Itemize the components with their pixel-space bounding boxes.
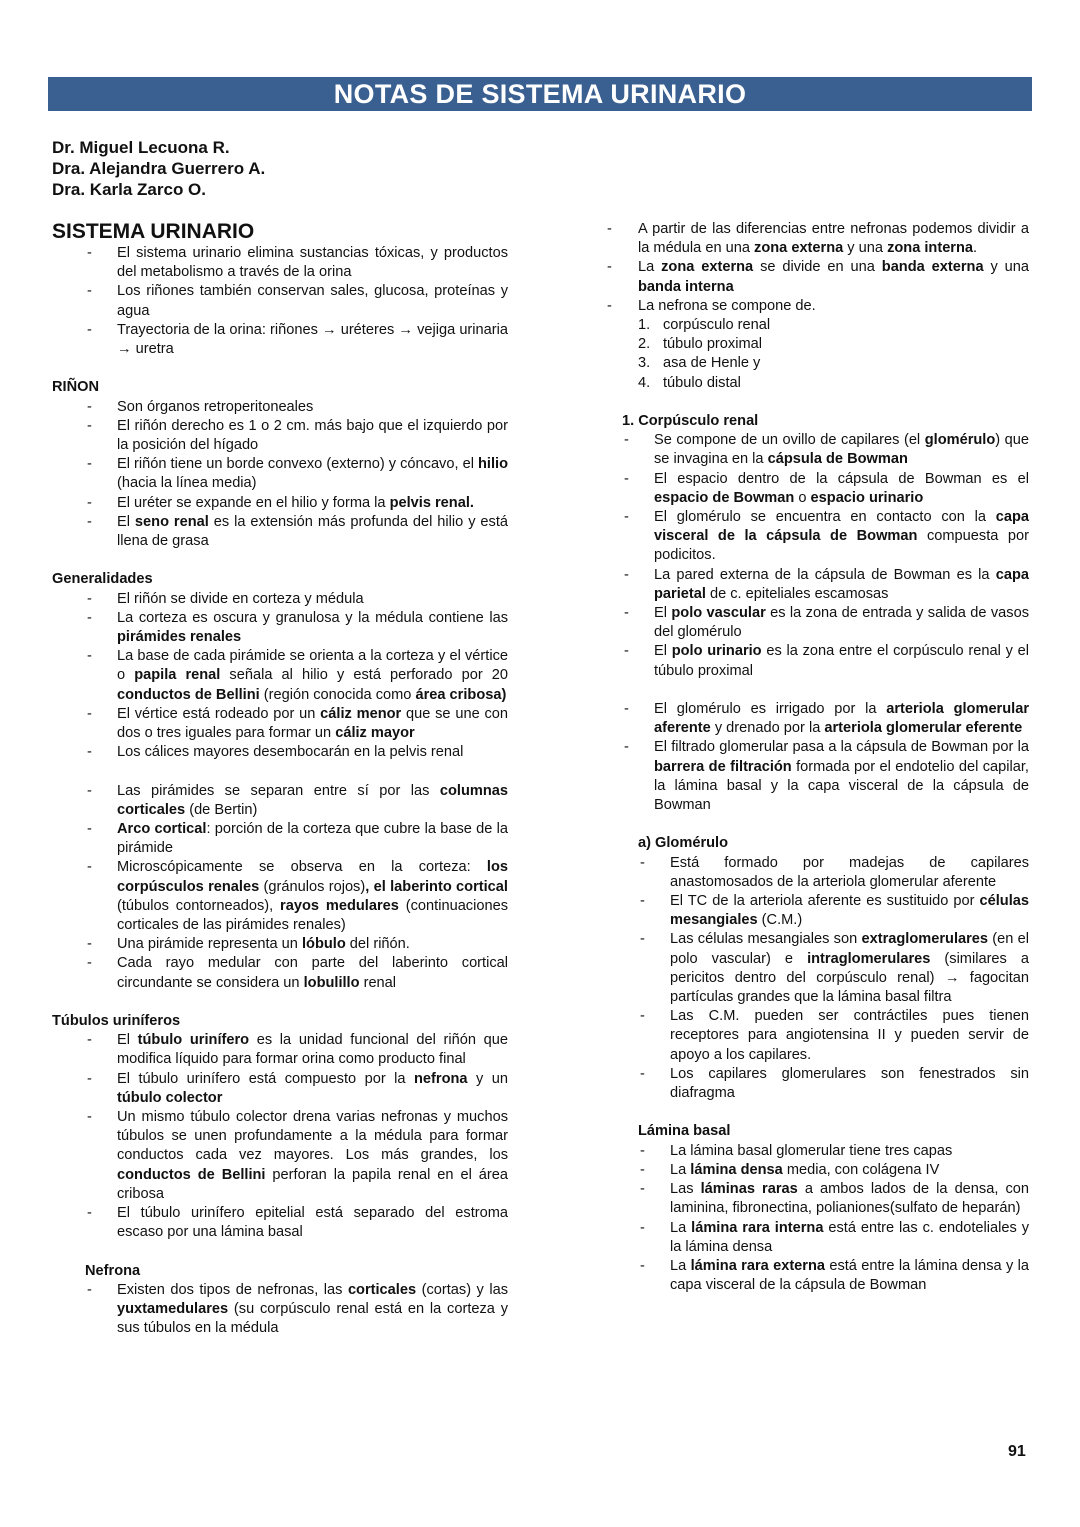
text-segment: Las células mesangiales son <box>670 931 862 948</box>
bullet-dash: - <box>87 1032 92 1049</box>
text-segment: perforan la papila renal en el área cribosa <box>117 1166 508 1202</box>
list-item <box>605 374 1029 393</box>
list-item <box>605 1161 1029 1180</box>
spacer <box>52 359 508 378</box>
bullet-dash: - <box>87 417 92 434</box>
list-item <box>605 1219 1029 1257</box>
bullet-dash: - <box>87 859 92 876</box>
list-item <box>605 431 1029 469</box>
text-segment: A partir de las diferencias entre nefronas podemos dividir a la médula en una <box>638 221 1029 257</box>
text-segment: (su corpúsculo renal está en la corteza y sus túbulos en la médula <box>117 1301 508 1337</box>
bullet-dash: - <box>87 955 92 972</box>
text-segment: La base de cada pirámide se orienta a la corteza y el vértice o <box>117 648 508 684</box>
bold-term: túbulo colector <box>117 1089 223 1106</box>
bold-term: zona externa <box>754 240 844 257</box>
bullet-dash: - <box>87 821 92 838</box>
bold-term: zona interna <box>887 240 974 257</box>
text-segment: y un <box>467 1070 508 1087</box>
text-segment: Una pirámide representa un <box>117 936 302 953</box>
text-segment: es la unidad funcional del riñón que modifica líquido para formar orina como producto final <box>117 1032 508 1068</box>
list-item <box>605 1007 1029 1065</box>
text-segment: del riñón. <box>345 936 410 953</box>
numbered-list <box>605 316 1029 393</box>
text-segment: El glomérulo se encuentra en contacto con la <box>654 509 996 526</box>
bold-term: papila renal <box>134 667 221 684</box>
author: Dr. Miguel Lecuona R. <box>52 138 230 157</box>
subsection-heading: 1. Corpúsculo renal <box>622 413 759 430</box>
text-segment: (continuaciones corticales de las pirámides renales) <box>117 897 508 934</box>
bullet-dash: - <box>87 1281 92 1298</box>
list-item <box>52 1070 508 1108</box>
bullet-dash: - <box>87 609 92 626</box>
right-column <box>605 220 1029 1295</box>
list-item <box>605 642 1029 680</box>
text-segment: Cada rayo medular con parte del laberinto cortical circundante se considera un <box>117 955 508 991</box>
bold-term: pirámides renales <box>117 629 242 646</box>
text-segment: El <box>117 1032 138 1049</box>
text-segment: está entre la lámina densa y la capa visceral de la cápsula de Bowman <box>670 1257 1029 1294</box>
text-segment: (gránulos rojos) <box>259 878 366 895</box>
item-number: 4. <box>638 374 651 391</box>
bold-term: láminas raras <box>700 1181 798 1198</box>
spacer <box>605 393 1029 412</box>
text-segment: Un mismo túbulo colector drena varias nefronas y muchos túbulos se unen profundamente a la médula para formar conductos cada vez mayores. Los más grandes, los <box>117 1109 508 1164</box>
text-segment: está entre las c. endoteliales y la lámina densa <box>670 1219 1029 1255</box>
text-segment: La <box>670 1219 692 1236</box>
text-segment: Son órganos retroperitoneales <box>117 398 314 415</box>
section-heading: SISTEMA URINARIO <box>52 220 255 243</box>
bullet-list <box>52 244 508 359</box>
list-item <box>52 1281 508 1339</box>
text-segment: se divide en una <box>753 259 882 276</box>
bold-term: espacio de Bowman <box>654 489 795 506</box>
item-number: 3. <box>638 355 651 372</box>
list-item <box>52 398 508 417</box>
list-item <box>52 321 508 359</box>
text-segment: Se compone de un ovillo de capilares (el <box>654 432 925 449</box>
list-item <box>605 297 1029 316</box>
bold-term: cáliz menor <box>320 705 402 722</box>
bullet-dash: - <box>87 1109 92 1126</box>
bold-term: área cribosa) <box>415 686 507 703</box>
bold-term: cáliz mayor <box>335 725 415 742</box>
list-item <box>605 354 1029 373</box>
list-item <box>605 854 1029 892</box>
list-item <box>605 738 1029 815</box>
bold-term: polo vascular <box>671 605 766 622</box>
bullet-dash: - <box>624 605 629 622</box>
bullet-list <box>605 220 1029 316</box>
list-item <box>52 647 508 705</box>
bullet-dash: - <box>624 509 629 526</box>
item-text: túbulo proximal <box>663 336 762 353</box>
spacer <box>605 815 1029 834</box>
list-item <box>605 1065 1029 1103</box>
bullet-dash: - <box>624 566 629 583</box>
bullet-dash: - <box>87 936 92 953</box>
bullet-dash: - <box>87 494 92 511</box>
bullet-list <box>605 431 1029 681</box>
text-segment: y una <box>843 240 888 257</box>
text-segment: (hacia la línea media) <box>117 475 257 492</box>
text-segment: y una <box>983 259 1030 276</box>
list-item <box>52 494 508 513</box>
list-item <box>605 220 1029 258</box>
bullet-list <box>52 1281 508 1339</box>
text-segment: (en el polo vascular) e <box>670 931 1030 967</box>
text-segment: (región conocida como <box>259 686 416 703</box>
page-title: NOTAS DE SISTEMA URINARIO <box>48 77 1032 111</box>
list-item <box>52 282 508 320</box>
bold-term: los corpúsculos renales <box>117 859 508 895</box>
bold-term: polo urinario <box>671 643 762 660</box>
text-segment: La <box>670 1161 691 1178</box>
text-segment: Las <box>670 1181 701 1198</box>
list-item <box>605 604 1029 642</box>
list-item <box>605 1142 1029 1161</box>
bold-term: barrera de filtración <box>654 758 792 775</box>
spacer <box>605 1103 1029 1122</box>
text-segment: Las pirámides se separan entre sí por las <box>117 782 440 799</box>
bold-term: túbulo urinífero <box>137 1032 250 1049</box>
bullet-dash: - <box>607 259 612 276</box>
text-segment: (cortas) y las <box>416 1281 508 1298</box>
text-segment: Los capilares glomerulares son fenestrados sin diafragma <box>670 1065 1029 1102</box>
text-segment: El uréter se expande en el hilio y forma la <box>117 494 390 511</box>
bold-term: pelvis renal. <box>389 494 474 511</box>
item-text: corpúsculo renal <box>663 317 771 334</box>
text-segment: El <box>117 513 135 530</box>
text-segment: Las C.M. pueden ser contráctiles pues tienen receptores para angiotensina II y pueden servir de apoyo a los capilares. <box>670 1008 1029 1063</box>
subsection-heading: Nefrona <box>85 1262 141 1279</box>
bold-term: conductos de Bellini <box>117 686 260 703</box>
spacer <box>52 551 508 570</box>
bullet-list <box>52 398 508 552</box>
left-column <box>52 220 508 1339</box>
spacer <box>52 762 508 781</box>
text-segment: (túbulos contorneados), <box>117 897 281 914</box>
bullet-dash: - <box>640 854 645 871</box>
bold-term: intraglomerulares <box>807 950 931 967</box>
bullet-dash: - <box>624 470 629 487</box>
bold-term: extraglomerulares <box>861 931 989 948</box>
bullet-dash: - <box>640 1065 645 1082</box>
list-item <box>52 1108 508 1204</box>
bold-term: , el laberinto cortical <box>365 878 508 895</box>
bullet-dash: - <box>640 1257 645 1274</box>
text-segment: Trayectoria de la orina: riñones → uréteres → vejiga urinaria → uretra <box>117 321 508 358</box>
text-segment: El filtrado glomerular pasa a la cápsula de Bowman por la <box>654 739 1029 756</box>
list-item <box>52 513 508 551</box>
text-segment: Existen dos tipos de nefronas, las <box>117 1281 348 1298</box>
text-segment: Microscópicamente se observa en la corteza: <box>117 859 487 876</box>
bullet-dash: - <box>87 1205 92 1222</box>
text-segment: formada por el endotelio del capilar, la lámina basal y la capa visceral de la cápsula de Bowman <box>654 758 1029 814</box>
bullet-dash: - <box>87 744 92 761</box>
item-number: 2. <box>638 336 651 353</box>
list-item <box>52 609 508 647</box>
list-item <box>52 455 508 493</box>
text-segment: o <box>794 489 811 506</box>
bullet-dash: - <box>624 701 629 718</box>
bold-term: zona externa <box>661 259 754 276</box>
text-segment: El TC de la arteriola aferente es sustituido por <box>670 893 980 910</box>
bold-term: banda externa <box>881 259 984 276</box>
text-segment: La lámina basal glomerular tiene tres capas <box>670 1142 953 1159</box>
bold-term: glomérulo <box>924 432 996 449</box>
text-segment: y drenado por la <box>710 720 825 737</box>
bold-term: capa parietal <box>654 566 1029 602</box>
text-segment: El sistema urinario elimina sustancias tóxicas, y productos del metabolismo a través de la orina <box>117 245 508 281</box>
page-number: 91 <box>1008 1443 1026 1460</box>
text-segment: es la zona de entrada y salida de vasos del glomérulo <box>654 605 1030 641</box>
text-segment: El <box>654 643 672 660</box>
list-item <box>605 335 1029 354</box>
text-segment: es la zona entre el corpúsculo renal y el túbulo proximal <box>654 643 1029 679</box>
bold-term: corticales <box>347 1281 417 1298</box>
text-segment: Está formado por madejas de capilares anastomosados de la arteriola glomerular aferente <box>670 854 1029 890</box>
list-item <box>52 858 508 935</box>
text-segment: ) que se invagina en la <box>654 432 1030 468</box>
bold-term: lámina densa <box>690 1161 783 1178</box>
list-item <box>605 566 1029 604</box>
bullet-dash: - <box>87 648 92 665</box>
bold-term: lóbulo <box>301 936 346 953</box>
text-segment: que se une con dos o tres iguales para formar un <box>117 705 508 742</box>
spacer <box>52 993 508 1012</box>
bullet-dash: - <box>607 221 612 237</box>
subsection-heading: Túbulos uriníferos <box>52 1013 181 1030</box>
bullet-dash: - <box>87 1070 92 1087</box>
list-item <box>52 705 508 743</box>
text-segment: renal <box>359 974 397 991</box>
list-item <box>52 820 508 858</box>
text-segment: La <box>638 259 662 276</box>
list-item <box>605 316 1029 335</box>
subsection-heading: a) Glomérulo <box>638 835 729 852</box>
bold-term: lobulillo <box>303 974 360 991</box>
text-segment: El túbulo urinífero está compuesto por la <box>117 1070 414 1087</box>
item-text: túbulo distal <box>663 374 741 391</box>
bullet-dash: - <box>87 283 92 300</box>
list-item <box>605 892 1029 930</box>
text-segment: La <box>670 1257 691 1274</box>
list-item <box>52 244 508 282</box>
text-segment: La pared externa de la cápsula de Bowman es la <box>654 566 996 583</box>
bold-term: capa visceral de la cápsula de Bowman <box>654 509 1029 545</box>
text-segment: El riñón tiene un borde convexo (externo) y cóncavo, el <box>117 456 478 473</box>
bullet-dash: - <box>87 245 92 261</box>
bullet-dash: - <box>624 739 629 756</box>
list-item <box>605 1257 1029 1295</box>
bold-term: conductos de Bellini <box>117 1166 266 1183</box>
text-segment: Los cálices mayores desembocarán en la pelvis renal <box>117 744 464 761</box>
author: Dra. Karla Zarco O. <box>52 180 207 199</box>
list-item <box>52 954 508 992</box>
spacer <box>52 1243 508 1262</box>
bold-term: hilio <box>478 456 508 473</box>
text-segment: es la extensión más profunda del hilio y está llena de grasa <box>117 513 509 550</box>
text-segment: compuesta por podicitos. <box>654 528 1029 564</box>
list-item <box>52 1031 508 1069</box>
subsection-heading: Lámina basal <box>638 1123 731 1140</box>
text-segment: La nefrona se compone de. <box>638 297 816 314</box>
bullet-list <box>605 1142 1029 1296</box>
text-segment: (de Bertin) <box>185 801 258 818</box>
bullet-dash: - <box>87 705 92 722</box>
bold-term: lámina rara externa <box>690 1257 825 1274</box>
list-item <box>52 935 508 954</box>
bullet-dash: - <box>640 1008 645 1025</box>
bold-term: células mesangiales <box>670 893 1029 929</box>
text-segment: (similares a pericitos dentro del corpúsculo renal) → fagocitan partículas grandes que la lámina basal filtra <box>670 950 1030 1006</box>
bold-term: lámina rara interna <box>691 1219 824 1236</box>
bullet-dash: - <box>640 931 645 948</box>
bold-term: cápsula de Bowman <box>767 451 908 468</box>
bullet-dash: - <box>87 398 92 415</box>
bullet-dash: - <box>640 1219 645 1236</box>
bullet-list <box>52 590 508 763</box>
text-segment: El glomérulo es irrigado por la <box>654 701 887 718</box>
bullet-list <box>52 1031 508 1242</box>
text-segment: Los riñones también conservan sales, glucosa, proteínas y agua <box>117 283 508 319</box>
text-segment: El túbulo urinífero epitelial está separado del estroma escaso por una lámina basal <box>117 1205 508 1241</box>
item-number: 1. <box>638 317 651 334</box>
bold-term: yuxtamedulares <box>117 1301 229 1318</box>
text-segment: El espacio dentro de la cápsula de Bowman es el <box>654 470 1029 487</box>
bullet-dash: - <box>87 782 92 799</box>
list-item <box>605 930 1029 1007</box>
subsection-heading: RIÑON <box>52 379 100 396</box>
text-segment: La corteza es oscura y granulosa y la médula contiene las <box>117 609 508 626</box>
list-item <box>605 700 1029 738</box>
text-segment: El riñón se divide en corteza y médula <box>117 590 364 607</box>
authors <box>52 137 265 200</box>
bold-term: Arco cortical <box>117 821 207 838</box>
bullet-dash: - <box>640 893 645 910</box>
bullet-list <box>605 854 1029 1104</box>
bold-term: rayos medulares <box>280 897 399 914</box>
bullet-list <box>52 782 508 993</box>
list-item <box>605 470 1029 508</box>
bold-term: arteriola glomerular eferente <box>824 720 1023 737</box>
subsection-heading: Generalidades <box>52 571 153 588</box>
bullet-dash: - <box>640 1142 645 1159</box>
text-segment: a ambos lados de la densa, con laminina, fibronectina, polianiones(sulfato de heparán) <box>670 1181 1029 1217</box>
list-item <box>52 417 508 455</box>
list-item <box>605 1180 1029 1218</box>
item-text: asa de Henle y <box>663 355 761 372</box>
spacer <box>605 681 1029 700</box>
bullet-dash: - <box>87 513 92 530</box>
list-item <box>605 508 1029 566</box>
text-segment: El <box>654 605 672 622</box>
list-item <box>52 590 508 609</box>
list-item <box>52 782 508 820</box>
bullet-list <box>605 700 1029 815</box>
bold-term: banda interna <box>638 278 734 295</box>
text-segment: media, con colágena IV <box>782 1161 940 1178</box>
list-item <box>52 1204 508 1242</box>
text-segment: : porción de la corteza que cubre la base de la pirámide <box>117 821 508 857</box>
text-segment: de c. epiteliales escamosas <box>705 585 889 602</box>
bullet-dash: - <box>640 1161 645 1178</box>
text-segment: . <box>973 240 978 257</box>
bold-term: espacio urinario <box>810 489 924 506</box>
text-segment: señala al hilio y está perforado por 20 <box>220 667 508 684</box>
bullet-dash: - <box>87 456 92 473</box>
bullet-dash: - <box>624 432 629 449</box>
bullet-dash: - <box>624 643 629 660</box>
bold-term: seno renal <box>134 513 209 530</box>
bullet-dash: - <box>87 321 92 338</box>
bullet-dash: - <box>87 590 92 607</box>
author: Dra. Alejandra Guerrero A. <box>52 159 266 178</box>
bold-term: arteriola glomerular aferente <box>654 701 1029 737</box>
text-segment: El vértice está rodeado por un <box>117 705 321 722</box>
list-item <box>605 258 1029 296</box>
bullet-dash: - <box>640 1181 645 1198</box>
text-segment: El riñón derecho es 1 o 2 cm. más bajo que el izquierdo por la posición del hígado <box>117 417 508 454</box>
bullet-dash: - <box>607 297 612 314</box>
list-item <box>52 743 508 762</box>
text-segment: (C.M.) <box>757 912 803 929</box>
bold-term: columnas corticales <box>117 782 508 818</box>
bold-term: nefrona <box>414 1070 468 1087</box>
